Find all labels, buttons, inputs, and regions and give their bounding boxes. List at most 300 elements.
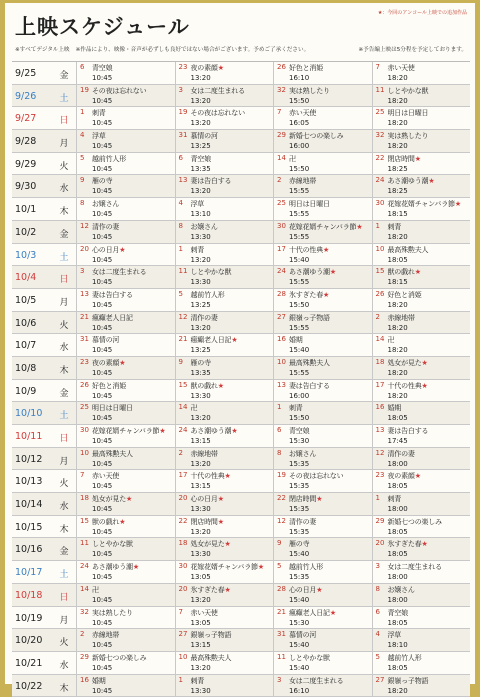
screening-time: 15:55	[289, 187, 310, 196]
film-title-line	[191, 108, 245, 118]
film-title-line	[289, 539, 309, 549]
film-number: 8	[80, 199, 85, 208]
film-number: 18	[375, 357, 385, 366]
screening-time: 15:40	[289, 346, 310, 355]
screening-time: 10:45	[92, 505, 113, 514]
screening-time: 13:20	[190, 459, 211, 468]
screening-cell	[372, 62, 471, 84]
film-number: 1	[375, 494, 380, 503]
film-title: 花嫁花婿チャンバラ節	[387, 200, 455, 209]
screening-cell	[273, 85, 372, 107]
film-title-line	[388, 199, 461, 209]
film-title: 刺青	[387, 495, 402, 504]
film-number: 9	[178, 357, 183, 366]
film-title: あさ潮ゆう潮	[289, 268, 330, 277]
film-number: 18	[178, 539, 188, 548]
film-number: 29	[277, 131, 286, 140]
encore-star-icon: ★	[454, 200, 461, 209]
film-title-line	[388, 517, 442, 527]
screening-time: 10:45	[92, 368, 113, 377]
film-number: 5	[80, 153, 85, 162]
film-number: 12	[277, 516, 286, 525]
film-number: 20	[375, 539, 385, 548]
film-title-line	[289, 426, 309, 436]
film-title-line	[191, 313, 218, 323]
film-title: 妻は告白する	[289, 381, 330, 390]
screening-time: 13:25	[190, 300, 211, 309]
film-title: 花嫁花婿チャンバラ節	[92, 427, 160, 435]
encore-star-icon: ★	[316, 585, 323, 594]
film-title-line	[289, 108, 316, 118]
film-title: 氷すぎた春	[289, 290, 323, 299]
film-number: 1	[277, 403, 282, 412]
film-title: 瘋癲老人日記	[92, 313, 133, 322]
film-title-line	[191, 199, 205, 209]
film-title-line	[289, 381, 330, 391]
film-number: 16	[277, 335, 286, 344]
film-title: 新婚七つの楽しみ	[289, 132, 344, 141]
film-number: 24	[80, 562, 89, 571]
screening-time: 15:40	[289, 550, 310, 559]
film-title: 赤い天使	[92, 472, 120, 481]
film-number: 28	[277, 289, 286, 298]
screening-time: 10:45	[92, 414, 113, 423]
film-title: お嬢さん	[387, 585, 415, 594]
film-title: 卍	[92, 585, 99, 594]
row-weekday: 木	[59, 524, 69, 535]
film-number: 23	[178, 63, 188, 71]
encore-star-icon: ★	[224, 540, 231, 549]
film-title-line	[289, 176, 316, 186]
film-number: 25	[277, 199, 286, 208]
screening-cell	[76, 380, 175, 402]
film-title: 越前竹人形	[289, 563, 323, 572]
film-number: 1	[375, 221, 380, 230]
screening-time: 10:45	[92, 573, 113, 582]
film-title-line	[388, 403, 402, 413]
row-date: 10/1	[15, 204, 37, 216]
screening-cell	[76, 402, 175, 424]
screening-cell	[76, 130, 175, 152]
row-weekday: 水	[59, 502, 69, 513]
table-row	[12, 175, 470, 198]
row-date: 10/10	[15, 408, 43, 420]
film-number: 2	[277, 176, 282, 185]
film-number: 21	[80, 312, 89, 321]
screening-time: 15:30	[289, 618, 310, 627]
screening-cell	[175, 561, 274, 583]
screening-time: 18:20	[387, 142, 408, 151]
row-date: 9/27	[15, 113, 37, 125]
screening-cell	[273, 652, 372, 674]
film-title: 赤線地帯	[387, 313, 415, 322]
screening-cell	[372, 675, 471, 697]
film-title: 雁の寺	[289, 540, 310, 549]
screening-cell	[273, 153, 372, 175]
film-title: 婚期	[92, 676, 106, 685]
screening-cell	[76, 448, 175, 470]
screening-cell	[175, 402, 274, 424]
row-date: 10/6	[15, 317, 37, 329]
film-title: 銀嶺っ子物語	[387, 676, 429, 685]
screening-time: 15:55	[289, 278, 310, 287]
film-title: 心の日月	[92, 245, 120, 254]
screening-cell	[372, 470, 471, 492]
film-title-line	[92, 494, 132, 504]
screening-cell	[273, 425, 372, 447]
film-title-line	[92, 335, 119, 345]
screening-cell	[175, 175, 274, 197]
film-title-line	[388, 449, 415, 459]
screening-time: 10:45	[92, 618, 113, 627]
film-number: 3	[277, 675, 282, 684]
screening-time: 18:05	[387, 255, 408, 264]
table-row	[12, 402, 470, 425]
film-title: 浮草	[190, 200, 205, 209]
screening-time: 15:30	[289, 437, 310, 445]
film-title-line	[388, 108, 429, 118]
table-row	[12, 493, 470, 516]
table-row	[12, 130, 470, 153]
screening-cell	[273, 175, 372, 197]
film-title: しとやかな獣	[289, 653, 330, 662]
screening-cell	[372, 221, 471, 243]
film-number: 28	[277, 584, 286, 593]
row-weekday: 火	[59, 161, 69, 172]
screening-cell	[175, 675, 274, 697]
film-title: 女は二度生まれる	[289, 676, 344, 685]
screening-cell	[372, 493, 471, 515]
film-title: しとやかな獣	[387, 86, 429, 95]
film-title-line	[92, 403, 133, 413]
screening-time: 15:40	[289, 663, 310, 672]
table-row	[12, 153, 470, 176]
screening-cell	[273, 62, 372, 84]
screening-time: 15:40	[289, 255, 310, 264]
film-title-line	[92, 245, 125, 255]
film-number: 14	[375, 335, 385, 344]
screening-cell	[273, 538, 372, 560]
screening-time: 10:45	[92, 550, 113, 559]
film-title: 刺青	[289, 404, 303, 413]
film-number: 32	[375, 131, 385, 140]
table-row	[12, 538, 470, 561]
film-title-line	[388, 562, 442, 572]
screening-time: 16:00	[289, 391, 310, 400]
film-title-line	[92, 313, 133, 323]
screening-cell	[273, 584, 372, 606]
table-row	[12, 221, 470, 244]
screening-time: 13:15	[190, 482, 211, 491]
film-number: 27	[277, 312, 286, 321]
screening-time: 16:10	[289, 74, 310, 82]
film-number: 8	[277, 448, 282, 457]
film-title-line	[289, 199, 330, 209]
screening-time: 18:15	[387, 210, 408, 219]
row-weekday: 木	[59, 683, 69, 694]
film-title: 浮草	[92, 132, 106, 141]
row-date: 9/25	[15, 68, 37, 79]
film-number: 1	[178, 244, 183, 253]
film-title: 夜の素顔	[190, 64, 218, 72]
film-title-line	[388, 290, 422, 300]
table-row	[12, 629, 470, 652]
row-date: 10/21	[15, 657, 43, 669]
row-weekday: 金	[59, 547, 69, 558]
film-number: 21	[178, 335, 188, 344]
film-number: 11	[375, 85, 385, 94]
screening-cell	[372, 448, 471, 470]
film-number: 6	[375, 607, 380, 616]
screening-cell	[175, 448, 274, 470]
screening-time: 18:05	[387, 550, 408, 559]
film-title: 越前竹人形	[92, 154, 126, 163]
film-title: 赤線地帯	[92, 631, 120, 640]
screening-cell	[175, 516, 274, 538]
screening-cell	[273, 289, 372, 311]
encore-star-icon: ★	[224, 472, 231, 481]
film-title-line	[388, 154, 421, 164]
film-number: 17	[277, 244, 286, 253]
row-date: 10/15	[15, 521, 43, 533]
film-number: 1	[80, 108, 85, 117]
screening-cell	[175, 629, 274, 651]
film-title-line	[388, 676, 429, 686]
row-weekday: 日	[59, 275, 69, 286]
table-row	[12, 289, 470, 312]
screening-time: 18:10	[387, 641, 408, 650]
film-number: 30	[80, 426, 89, 434]
encore-star-icon: ★	[316, 495, 323, 504]
encore-star-icon: ★	[421, 381, 428, 390]
film-title: 夜の素顔	[92, 358, 120, 367]
encore-star-icon: ★	[414, 154, 421, 163]
film-title-line	[289, 585, 322, 595]
row-date: 9/30	[15, 181, 37, 193]
screening-cell	[76, 244, 175, 266]
screening-cell	[372, 153, 471, 175]
encore-star-icon: ★	[126, 495, 133, 504]
film-title: 青空娘	[190, 154, 211, 163]
film-title-line	[191, 131, 218, 141]
film-title-line	[191, 176, 232, 186]
film-title-line	[92, 131, 106, 141]
screening-cell	[76, 516, 175, 538]
screening-time: 18:20	[387, 368, 408, 377]
row-date: 10/8	[15, 362, 37, 374]
encore-star-icon: ★	[231, 427, 238, 435]
film-title-line	[388, 358, 428, 368]
film-number: 14	[178, 403, 188, 412]
film-title: 最高殊勲夫人	[92, 449, 133, 458]
film-number: 20	[178, 494, 188, 503]
film-title-line	[92, 426, 165, 436]
screening-time: 16:05	[289, 119, 310, 128]
film-title: 慕情の河	[92, 336, 120, 345]
film-title-line	[92, 267, 146, 277]
screening-cell	[372, 402, 471, 424]
screening-cell	[76, 198, 175, 220]
encore-star-icon: ★	[119, 245, 126, 254]
film-title: 赤線地帯	[289, 177, 317, 186]
film-title-line	[92, 539, 133, 549]
film-number: 12	[80, 221, 89, 230]
screening-time: 10:45	[92, 255, 113, 264]
film-title: 慕情の河	[289, 631, 317, 640]
film-title-line	[388, 630, 402, 640]
film-title-line	[191, 222, 218, 232]
film-number: 20	[80, 244, 89, 253]
film-title: 青空娘	[289, 427, 310, 435]
table-row	[12, 244, 470, 267]
film-title-line	[191, 335, 238, 345]
screening-cell	[175, 62, 274, 84]
screening-cell	[372, 85, 471, 107]
film-title: 女は二度生まれる	[92, 268, 147, 277]
encore-star-icon: ★	[217, 517, 224, 526]
screening-time: 13:20	[190, 323, 211, 332]
film-title: 赤い天使	[190, 608, 218, 617]
row-weekday: 金	[59, 388, 69, 399]
film-number: 11	[178, 267, 188, 276]
film-title-line	[289, 494, 322, 504]
film-title-line	[388, 176, 435, 186]
screening-time: 13:20	[190, 414, 211, 423]
screening-time: 10:45	[92, 323, 113, 332]
encore-star-icon: ★	[414, 472, 421, 481]
screening-time: 15:50	[289, 414, 310, 423]
film-title-line	[92, 471, 119, 481]
film-number: 15	[80, 516, 89, 525]
film-title: 卍	[387, 336, 395, 345]
screening-time: 13:20	[190, 96, 211, 105]
screening-time: 18:15	[387, 278, 408, 287]
screening-cell	[175, 357, 274, 379]
film-title-line	[92, 154, 126, 164]
screening-time: 18:25	[387, 164, 408, 173]
film-title-line	[92, 653, 146, 663]
film-title-line	[388, 63, 415, 73]
encore-star-icon: ★	[329, 608, 336, 617]
screening-time: 13:05	[190, 618, 211, 627]
film-title: しとやかな獣	[190, 268, 232, 277]
film-title-line	[92, 108, 106, 118]
film-title: 心の日月	[289, 585, 317, 594]
table-row	[12, 357, 470, 380]
table-row	[12, 380, 470, 403]
screening-time: 18:00	[387, 573, 408, 582]
film-title: あさ潮ゆう潮	[190, 427, 232, 435]
film-title: 明日は日曜日	[387, 109, 429, 118]
film-title-line	[388, 585, 415, 595]
film-number: 13	[375, 426, 385, 434]
screening-cell	[76, 357, 175, 379]
film-title: 妻は告白する	[190, 177, 232, 186]
screening-cell	[76, 107, 175, 129]
film-title-line	[191, 471, 231, 481]
film-number: 2	[80, 630, 85, 639]
row-weekday: 土	[59, 252, 69, 263]
screening-cell	[372, 244, 471, 266]
screening-cell	[273, 312, 372, 334]
film-title: 獣の戯れ	[190, 381, 218, 390]
screening-cell	[273, 402, 372, 424]
film-number: 14	[80, 584, 89, 593]
screening-cell	[175, 380, 274, 402]
film-title: 青空娘	[92, 64, 113, 72]
row-weekday: 土	[59, 411, 69, 422]
film-title-line	[92, 222, 119, 232]
film-title: 清作の妻	[289, 517, 317, 526]
screening-cell	[372, 312, 471, 334]
screening-cell	[273, 198, 372, 220]
screening-time: 13:15	[190, 641, 211, 650]
film-title-line	[191, 585, 231, 595]
film-title-line	[191, 539, 231, 549]
film-title: 最高殊勲夫人	[190, 653, 232, 662]
film-title: 氷すぎた春	[190, 585, 225, 594]
schedule-table	[12, 61, 470, 697]
film-title: 実は熟したり	[387, 132, 429, 141]
film-title: 清作の妻	[92, 222, 120, 231]
screening-time: 13:30	[190, 232, 211, 241]
screening-time: 13:35	[190, 368, 211, 377]
encore-star-icon: ★	[119, 517, 126, 526]
film-title: 雁の寺	[92, 177, 113, 186]
screening-cell	[76, 175, 175, 197]
screening-cell	[76, 289, 175, 311]
film-title: 卍	[289, 154, 296, 163]
screening-cell	[372, 584, 471, 606]
screening-time: 18:20	[387, 346, 408, 355]
film-title: 夜の素顔	[387, 472, 415, 481]
screening-time: 10:45	[92, 437, 113, 445]
film-title-line	[191, 517, 224, 527]
film-title-line	[92, 630, 119, 640]
film-title-line	[289, 562, 323, 572]
film-number: 1	[178, 675, 183, 684]
film-title-line	[191, 630, 232, 640]
encore-star-icon: ★	[421, 358, 428, 367]
screening-time: 15:35	[289, 459, 310, 468]
film-title-line	[92, 358, 125, 368]
film-number: 19	[80, 85, 89, 94]
screening-time: 10:45	[92, 142, 113, 151]
table-row	[12, 198, 470, 221]
film-number: 11	[80, 539, 89, 548]
film-title: 閉店時間	[387, 154, 415, 163]
screening-cell	[175, 538, 274, 560]
film-number: 17	[178, 471, 188, 480]
film-title: 新婚七つの楽しみ	[387, 517, 442, 526]
film-title-line	[191, 676, 205, 686]
table-row	[12, 425, 470, 448]
film-title-line	[92, 199, 119, 209]
film-title-line	[191, 449, 218, 459]
schedule-sheet	[5, 3, 475, 695]
film-number: 2	[375, 312, 380, 321]
film-number: 13	[178, 176, 188, 185]
film-title-line	[289, 86, 330, 96]
screening-time: 18:05	[387, 618, 408, 627]
screening-cell	[372, 289, 471, 311]
row-weekday: 水	[59, 660, 69, 671]
film-number: 7	[80, 471, 85, 480]
screening-cell	[273, 675, 372, 697]
screening-cell	[372, 607, 471, 629]
screening-time: 17:45	[387, 437, 408, 445]
film-title: あさ潮ゆう潮	[387, 177, 429, 186]
